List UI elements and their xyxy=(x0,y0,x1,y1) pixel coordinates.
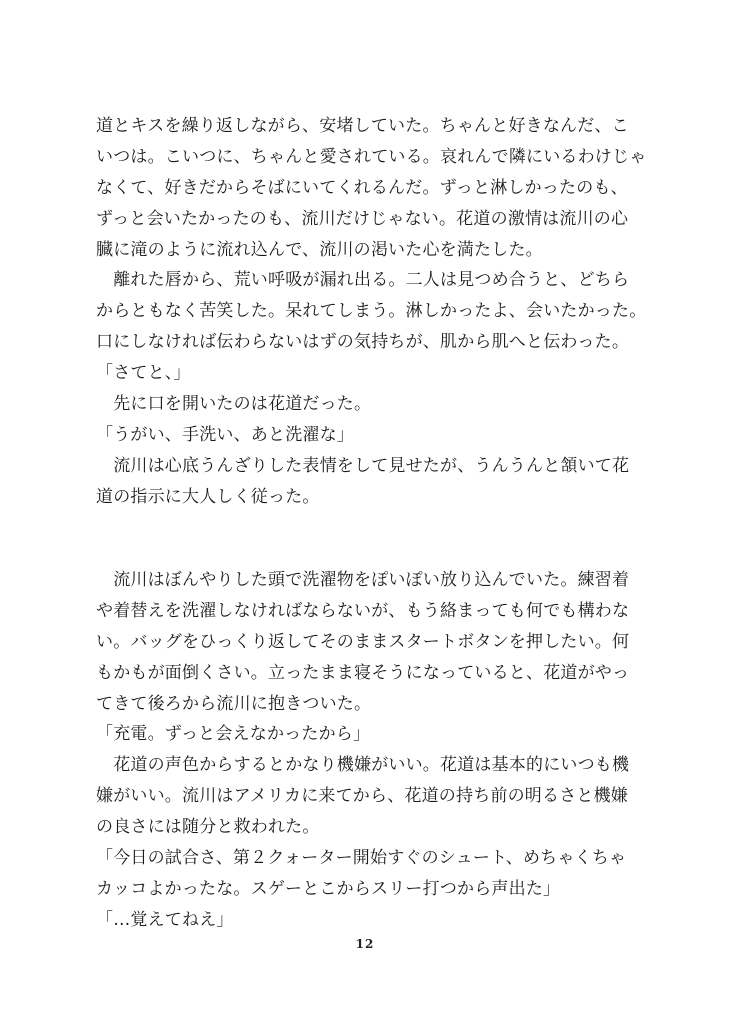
text-line: カッコよかったな。スゲーとこからスリー打つから声出た」 xyxy=(96,878,561,899)
text-line: てきて後ろから流川に抱きついた。 xyxy=(96,693,372,714)
text-line: 「今日の試合さ、第２クォーター開始すぐのシュート、めちゃくちゃ xyxy=(96,848,627,869)
text-line: や着替えを洗濯しなければならないが、もう絡まっても何でも構わな xyxy=(96,600,630,621)
text-line: 道の指示に大人しく従った。 xyxy=(96,486,320,507)
text-line: 「…覚えてねえ」 xyxy=(96,909,234,930)
text-line: 流川はぼんやりした頭で洗濯物をぽいぽい放り込んでいた。練習着 xyxy=(96,570,630,590)
text-line: 離れた唇から、荒い呼吸が漏れ出る。二人は見つめ合うと、どちら xyxy=(96,270,630,291)
text-line: ずっと会いたかったのも、流川だけじゃない。花道の激情は流川の心 xyxy=(96,208,629,229)
text-line: 道とキスを繰り返しながら、安堵していた。ちゃんと好きなんだ、こ xyxy=(96,116,629,136)
text-block-2 xyxy=(96,565,646,936)
text-line: 「充電。ずっと会えなかったから」 xyxy=(96,724,371,745)
text-line: い。バッグをひっくり返してそのままスタートボタンを押したい。何 xyxy=(96,631,630,652)
text-line: もかもが面倒くさい。立ったまま寝そうになっていると、花道がやっ xyxy=(96,662,630,683)
text-line: いつは。こいつに、ちゃんと愛されている。哀れんで隣にいるわけじゃ xyxy=(96,146,647,167)
text-line: なくて、好きだからそばにいてくれるんだ。ずっと淋しかったのも、 xyxy=(96,177,628,198)
text-line: からともなく苦笑した。呆れてしまう。淋しかったよ、会いたかった。 xyxy=(96,301,647,322)
text-line: 口にしなければ伝わらないはずの気持ちが、肌から肌へと伝わった。 xyxy=(96,332,630,353)
text-line: 先に口を開いたのは花道だった。 xyxy=(96,394,372,415)
text-line: 「さてと、」 xyxy=(96,363,191,384)
page-number: 12 xyxy=(355,937,375,951)
text-line: 臓に滝のように流れ込んで、流川の渇いた心を満たした。 xyxy=(96,239,543,260)
text-line: 花道の声色からするとかなり機嫌がいい。花道は基本的にいつも機 xyxy=(96,755,630,776)
text-line: の良さには随分と救われた。 xyxy=(96,817,320,838)
text-line: 流川は心底うんざりした表情をして見せたが、うんうんと頷いて花 xyxy=(96,455,630,476)
text-line: 「うがい、手洗い、あと洗濯な」 xyxy=(96,424,354,445)
text-line: 嫌がいい。流川はアメリカに来てから、花道の持ち前の明るさと機嫌 xyxy=(96,786,629,807)
text-block-1 xyxy=(96,111,646,513)
